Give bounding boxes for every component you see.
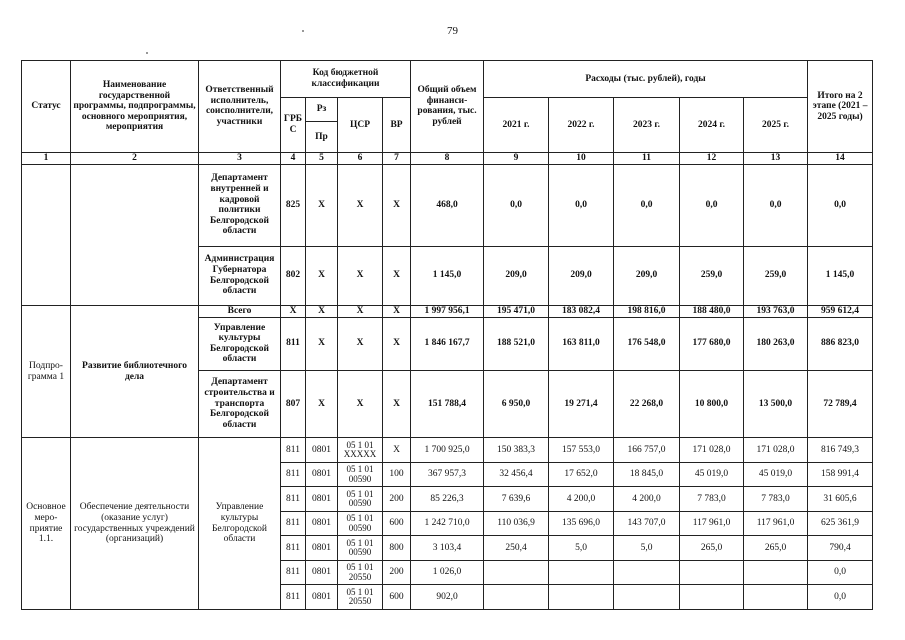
header-year-2021: 2021 г. [484, 97, 549, 152]
y2024-cell: 45 019,0 [680, 462, 744, 487]
name-cell-empty [71, 164, 199, 305]
header-year-2022: 2022 г. [549, 97, 614, 152]
itogo-cell: 0,0 [808, 585, 873, 610]
y2023-cell: 166 757,0 [614, 438, 680, 463]
y2023-cell: 209,0 [614, 246, 680, 305]
header-executor: Ответственный исполнитель, соисполнители, участники [199, 61, 281, 153]
grbs-cell: Х [281, 305, 306, 317]
itogo-cell: 72 789,4 [808, 370, 873, 437]
header-row-1 [22, 61, 873, 98]
vr-cell: Х [383, 305, 411, 317]
scan-speck [302, 30, 304, 32]
rzpr-cell: Х [306, 305, 338, 317]
rzpr-cell: 0801 [306, 462, 338, 487]
header-rz: Рз [306, 97, 338, 122]
table-row [22, 164, 873, 246]
vr-cell: 100 [383, 462, 411, 487]
y2024-cell [680, 560, 744, 585]
grbs-cell: 811 [281, 487, 306, 512]
col-number: 13 [744, 152, 808, 164]
y2022-cell: 163 811,0 [549, 317, 614, 370]
y2022-cell: 135 696,0 [549, 511, 614, 536]
rzpr-cell: 0801 [306, 536, 338, 561]
y2025-cell: 0,0 [744, 164, 808, 246]
header-pr: Пр [306, 122, 338, 153]
column-number-row [22, 152, 873, 164]
grbs-cell: 811 [281, 560, 306, 585]
y2023-cell: 143 707,0 [614, 511, 680, 536]
header-itogo: Итого на 2 этапе (2021 – 2025 годы) [808, 61, 873, 153]
y2021-cell [484, 585, 549, 610]
y2023-cell: 18 845,0 [614, 462, 680, 487]
total-cell: 367 957,3 [411, 462, 484, 487]
vr-cell: Х [383, 438, 411, 463]
csr-cell: 05 1 01 00590 [338, 511, 383, 536]
subprogram-name: Развитие библиотечного дела [71, 305, 199, 437]
header-vr: ВР [383, 97, 411, 152]
y2021-cell: 7 639,6 [484, 487, 549, 512]
y2021-cell: 6 950,0 [484, 370, 549, 437]
itogo-cell: 1 145,0 [808, 246, 873, 305]
col-number: 7 [383, 152, 411, 164]
activity-status: Основное меро-приятие 1.1. [22, 438, 71, 610]
col-number: 12 [680, 152, 744, 164]
total-cell: 1 846 167,7 [411, 317, 484, 370]
csr-cell: Х [338, 317, 383, 370]
header-year-2023: 2023 г. [614, 97, 680, 152]
y2023-cell [614, 560, 680, 585]
itogo-cell: 790,4 [808, 536, 873, 561]
y2021-cell: 250,4 [484, 536, 549, 561]
total-cell: 1 997 956,1 [411, 305, 484, 317]
y2022-cell: 4 200,0 [549, 487, 614, 512]
csr-cell: Х [338, 370, 383, 437]
executor-cell: Департамент строительства и транспорта Белгородской области [199, 370, 281, 437]
y2022-cell: 183 082,4 [549, 305, 614, 317]
y2023-cell: 176 548,0 [614, 317, 680, 370]
y2025-cell: 180 263,0 [744, 317, 808, 370]
total-cell: 3 103,4 [411, 536, 484, 561]
col-number: 10 [549, 152, 614, 164]
y2023-cell: 0,0 [614, 164, 680, 246]
y2023-cell: 198 816,0 [614, 305, 680, 317]
y2024-cell: 171 028,0 [680, 438, 744, 463]
rzpr-cell: Х [306, 246, 338, 305]
csr-cell: Х [338, 246, 383, 305]
executor-cell: Всего [199, 305, 281, 317]
header-total-funding: Общий объем финанси-рования, тыс. рублей [411, 61, 484, 153]
csr-cell: 05 1 01 00590 [338, 462, 383, 487]
rzpr-cell: 0801 [306, 511, 338, 536]
csr-cell: 05 1 01 00590 [338, 487, 383, 512]
executor-cell: Управление культуры Белгородской области [199, 317, 281, 370]
y2021-cell: 0,0 [484, 164, 549, 246]
rzpr-cell: 0801 [306, 487, 338, 512]
y2021-cell: 209,0 [484, 246, 549, 305]
total-cell: 1 026,0 [411, 560, 484, 585]
y2022-cell: 0,0 [549, 164, 614, 246]
col-number: 1 [22, 152, 71, 164]
scan-speck [146, 52, 148, 54]
total-cell: 85 226,3 [411, 487, 484, 512]
grbs-cell: 811 [281, 438, 306, 463]
col-number: 5 [306, 152, 338, 164]
y2023-cell: 4 200,0 [614, 487, 680, 512]
itogo-cell: 31 605,6 [808, 487, 873, 512]
itogo-cell: 625 361,9 [808, 511, 873, 536]
vr-cell: Х [383, 164, 411, 246]
csr-cell: 05 1 01 00590 [338, 536, 383, 561]
vr-cell: Х [383, 370, 411, 437]
rzpr-cell: Х [306, 370, 338, 437]
itogo-cell: 886 823,0 [808, 317, 873, 370]
header-name: Наименование государственной программы, подпрограммы, основного мероприятия, мероприятия [71, 61, 199, 153]
grbs-cell: 802 [281, 246, 306, 305]
activity-name: Обеспечение деятельности (оказание услуг) государственных учреждений (организаций) [71, 438, 199, 610]
y2021-cell: 188 521,0 [484, 317, 549, 370]
total-cell: 468,0 [411, 164, 484, 246]
y2024-cell: 259,0 [680, 246, 744, 305]
y2025-cell: 265,0 [744, 536, 808, 561]
itogo-cell: 158 991,4 [808, 462, 873, 487]
y2024-cell: 265,0 [680, 536, 744, 561]
header-expenses: Расходы (тыс. рублей), годы [484, 61, 808, 98]
rzpr-cell: Х [306, 317, 338, 370]
csr-cell: Х [338, 305, 383, 317]
y2024-cell: 117 961,0 [680, 511, 744, 536]
table-row [22, 438, 873, 463]
y2021-cell: 32 456,4 [484, 462, 549, 487]
csr-cell: 05 1 01 ХХХХХ [338, 438, 383, 463]
rzpr-cell: Х [306, 164, 338, 246]
header-year-2024: 2024 г. [680, 97, 744, 152]
csr-cell: 05 1 01 20550 [338, 560, 383, 585]
col-number: 14 [808, 152, 873, 164]
grbs-cell: 811 [281, 585, 306, 610]
grbs-cell: 807 [281, 370, 306, 437]
y2025-cell: 7 783,0 [744, 487, 808, 512]
y2024-cell: 10 800,0 [680, 370, 744, 437]
y2022-cell [549, 585, 614, 610]
vr-cell: 200 [383, 487, 411, 512]
total-cell: 902,0 [411, 585, 484, 610]
y2023-cell: 22 268,0 [614, 370, 680, 437]
grbs-cell: 811 [281, 511, 306, 536]
y2022-cell: 17 652,0 [549, 462, 614, 487]
y2022-cell [549, 560, 614, 585]
col-number: 11 [614, 152, 680, 164]
executor-cell: Администрация Губернатора Белгородской области [199, 246, 281, 305]
subprogram-status: Подпро-грамма 1 [22, 305, 71, 437]
itogo-cell: 0,0 [808, 560, 873, 585]
y2024-cell: 7 783,0 [680, 487, 744, 512]
y2022-cell: 5,0 [549, 536, 614, 561]
csr-cell: Х [338, 164, 383, 246]
grbs-cell: 811 [281, 536, 306, 561]
y2021-cell: 110 036,9 [484, 511, 549, 536]
table-row [22, 305, 873, 317]
col-number: 2 [71, 152, 199, 164]
budget-table [21, 60, 873, 610]
vr-cell: 200 [383, 560, 411, 585]
vr-cell: 600 [383, 511, 411, 536]
rzpr-cell: 0801 [306, 438, 338, 463]
y2024-cell: 188 480,0 [680, 305, 744, 317]
activity-executor: Управление культуры Белгородской области [199, 438, 281, 610]
rzpr-cell: 0801 [306, 585, 338, 610]
csr-cell: 05 1 01 20550 [338, 585, 383, 610]
vr-cell: Х [383, 317, 411, 370]
header-csr: ЦСР [338, 97, 383, 152]
y2025-cell: 259,0 [744, 246, 808, 305]
y2025-cell [744, 560, 808, 585]
y2022-cell: 157 553,0 [549, 438, 614, 463]
page-number: 79 [447, 25, 458, 37]
y2025-cell: 117 961,0 [744, 511, 808, 536]
y2021-cell: 195 471,0 [484, 305, 549, 317]
y2025-cell: 45 019,0 [744, 462, 808, 487]
col-number: 9 [484, 152, 549, 164]
col-number: 4 [281, 152, 306, 164]
y2025-cell: 193 763,0 [744, 305, 808, 317]
total-cell: 1 145,0 [411, 246, 484, 305]
y2025-cell: 13 500,0 [744, 370, 808, 437]
col-number: 3 [199, 152, 281, 164]
grbs-cell: 811 [281, 462, 306, 487]
y2022-cell: 209,0 [549, 246, 614, 305]
vr-cell: 800 [383, 536, 411, 561]
executor-cell: Департамент внутренней и кадровой политики Белгородской области [199, 164, 281, 246]
itogo-cell: 0,0 [808, 164, 873, 246]
grbs-cell: 811 [281, 317, 306, 370]
header-year-2025: 2025 г. [744, 97, 808, 152]
grbs-cell: 825 [281, 164, 306, 246]
y2021-cell [484, 560, 549, 585]
y2024-cell: 177 680,0 [680, 317, 744, 370]
y2024-cell: 0,0 [680, 164, 744, 246]
y2024-cell [680, 585, 744, 610]
total-cell: 1 700 925,0 [411, 438, 484, 463]
col-number: 6 [338, 152, 383, 164]
header-grbs: ГРБ С [281, 97, 306, 152]
y2022-cell: 19 271,4 [549, 370, 614, 437]
header-status: Статус [22, 61, 71, 153]
vr-cell: 600 [383, 585, 411, 610]
itogo-cell: 959 612,4 [808, 305, 873, 317]
total-cell: 1 242 710,0 [411, 511, 484, 536]
rzpr-cell: 0801 [306, 560, 338, 585]
y2025-cell [744, 585, 808, 610]
y2025-cell: 171 028,0 [744, 438, 808, 463]
y2023-cell [614, 585, 680, 610]
col-number: 8 [411, 152, 484, 164]
y2023-cell: 5,0 [614, 536, 680, 561]
total-cell: 151 788,4 [411, 370, 484, 437]
itogo-cell: 816 749,3 [808, 438, 873, 463]
status-cell-empty [22, 164, 71, 305]
y2021-cell: 150 383,3 [484, 438, 549, 463]
header-budget-code: Код бюджетной классификации [281, 61, 411, 98]
vr-cell: Х [383, 246, 411, 305]
